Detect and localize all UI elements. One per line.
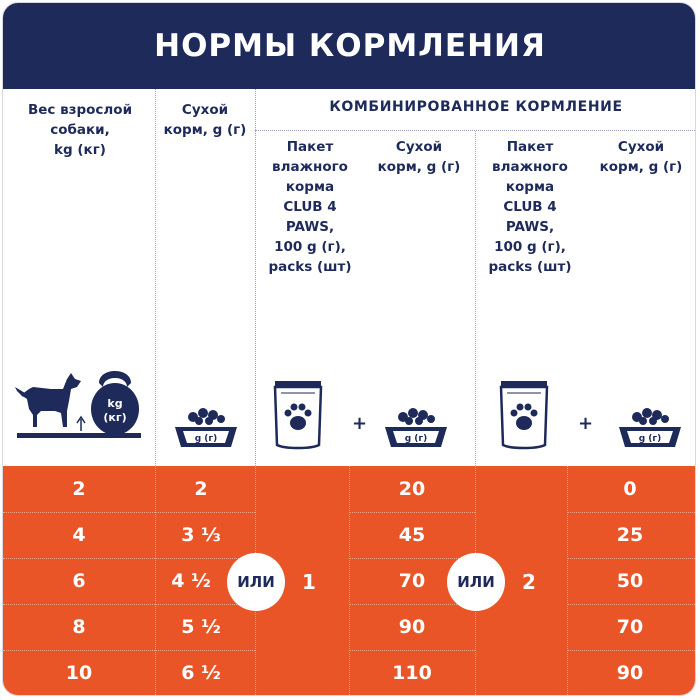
combo1-packs-cell: 1 xyxy=(302,570,316,594)
header-line: packs (шт) xyxy=(488,259,572,275)
combo2-dry-cell: 0 xyxy=(623,478,637,500)
header-line: корм, g (г) xyxy=(599,159,683,175)
combo-dry-header-2 xyxy=(587,137,695,177)
dry-cell: 4 ½ xyxy=(171,570,211,592)
header-line: kg (кг) xyxy=(54,142,106,158)
divider xyxy=(255,89,256,466)
feeding-chart xyxy=(2,2,696,696)
combo2-dry-cell: 90 xyxy=(616,662,644,684)
plus-sign: + xyxy=(352,413,368,434)
header-line: CLUB 4 xyxy=(503,199,557,215)
header-line: влажного xyxy=(492,159,568,175)
data-table xyxy=(3,466,696,696)
header-line: корма xyxy=(505,179,555,195)
combo2-dry-cell: 50 xyxy=(616,570,644,592)
divider xyxy=(255,130,696,131)
divider xyxy=(475,131,476,466)
wet-food-pouch-icon xyxy=(271,379,325,451)
bowl-label: g (г) xyxy=(194,434,218,444)
header-line: корм, g (г) xyxy=(377,159,461,175)
bowl-label: g (г) xyxy=(638,434,662,444)
combo1-dry-cell: 20 xyxy=(398,478,426,500)
header-line: 100 g (г), xyxy=(494,239,566,255)
header-line: 100 g (г), xyxy=(274,239,346,255)
weight-column-header xyxy=(7,100,153,160)
food-bowl-icon xyxy=(381,405,451,451)
combo1-dry-cell: 70 xyxy=(398,570,426,592)
header-line: PAWS, xyxy=(285,219,335,235)
dry-column-header xyxy=(157,100,253,140)
header-line: корма xyxy=(285,179,335,195)
combo1-dry-cell: 45 xyxy=(398,524,426,546)
header-line: влажного xyxy=(272,159,348,175)
weight-cell: 10 xyxy=(65,662,93,684)
combo2-packs-cell: 2 xyxy=(522,570,536,594)
combo1-dry-cell: 90 xyxy=(398,616,426,638)
dry-cell: 2 xyxy=(194,478,208,500)
header-line: PAWS, xyxy=(505,219,555,235)
combo-feeding-title: КОМБИНИРОВАННОЕ КОРМЛЕНИЕ xyxy=(329,99,623,115)
header-line: собаки, xyxy=(50,122,110,138)
header-line: Сухой xyxy=(617,139,665,155)
header-line: Пакет xyxy=(506,139,554,155)
dry-cell: 5 ½ xyxy=(181,616,221,638)
combo-dry-header-1 xyxy=(365,137,473,177)
wet-pack-header-2 xyxy=(477,137,583,277)
dry-cell: 3 ⅓ xyxy=(181,524,221,546)
header-banner xyxy=(3,3,696,89)
or-badge: ИЛИ xyxy=(447,553,505,611)
weight-cell: 6 xyxy=(72,570,86,592)
header-line: Пакет xyxy=(286,139,334,155)
food-bowl-icon xyxy=(615,405,685,451)
or-badge: ИЛИ xyxy=(227,553,285,611)
combo2-dry-cell: 70 xyxy=(616,616,644,638)
header-line: Вес взрослой xyxy=(27,102,133,118)
plus-sign: + xyxy=(578,413,594,434)
kettlebell-label-top: kg xyxy=(107,397,123,410)
header-line: packs (шт) xyxy=(268,259,352,275)
divider xyxy=(155,89,156,466)
weight-cell: 2 xyxy=(72,478,86,500)
dry-cell: 6 ½ xyxy=(181,662,221,684)
header-line: Сухой xyxy=(395,139,443,155)
combo2-dry-cell: 25 xyxy=(616,524,644,546)
combo1-dry-cell: 110 xyxy=(392,662,432,684)
wet-food-pouch-icon xyxy=(497,379,551,451)
page-title: НОРМЫ КОРМЛЕНИЯ xyxy=(154,28,546,64)
bowl-label: g (г) xyxy=(404,434,428,444)
food-bowl-icon xyxy=(171,405,241,451)
kettlebell-label-bottom: (кг) xyxy=(103,411,127,424)
dog-kettlebell-icon xyxy=(11,365,151,451)
header-line: Сухой xyxy=(181,102,229,118)
wet-pack-header-1 xyxy=(257,137,363,277)
header-line: CLUB 4 xyxy=(283,199,337,215)
header-line: корм, g (г) xyxy=(163,122,247,138)
weight-cell: 4 xyxy=(72,524,86,546)
weight-cell: 8 xyxy=(72,616,86,638)
